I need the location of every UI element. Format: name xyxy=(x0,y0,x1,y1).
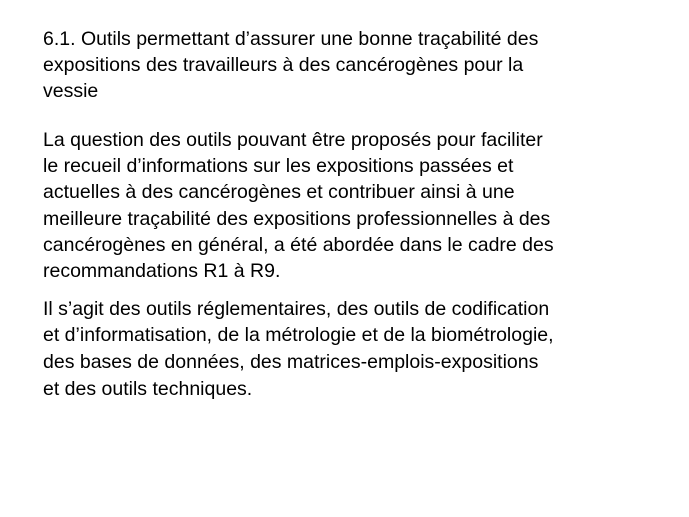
heading-line: expositions des travailleurs à des cancérogènes pour la xyxy=(43,54,524,76)
heading-line: vessie xyxy=(43,80,99,102)
paragraph-line: Il s’agit des outils réglementaires, des outils de codification xyxy=(43,298,550,320)
paragraph-line: actuelles à des cancérogènes et contribuer ainsi à une xyxy=(43,181,515,203)
paragraph-line: et des outils techniques. xyxy=(43,378,253,400)
paragraph-line: recommandations R1 à R9. xyxy=(43,260,281,282)
paragraph-line: des bases de données, des matrices-emplois-expositions xyxy=(43,351,539,373)
paragraph-line: le recueil d’informations sur les expositions passées et xyxy=(43,155,514,177)
heading-line: 6.1. Outils permettant d’assurer une bonne traçabilité des xyxy=(43,28,539,50)
paragraph-line: meilleure traçabilité des expositions professionnelles à des xyxy=(43,208,551,230)
paragraph-line: et d’informatisation, de la métrologie et de la biométrologie, xyxy=(43,324,554,346)
paragraph-line: cancérogènes en général, a été abordée dans le cadre des xyxy=(43,234,554,256)
paragraph-line: La question des outils pouvant être proposés pour faciliter xyxy=(43,129,543,151)
